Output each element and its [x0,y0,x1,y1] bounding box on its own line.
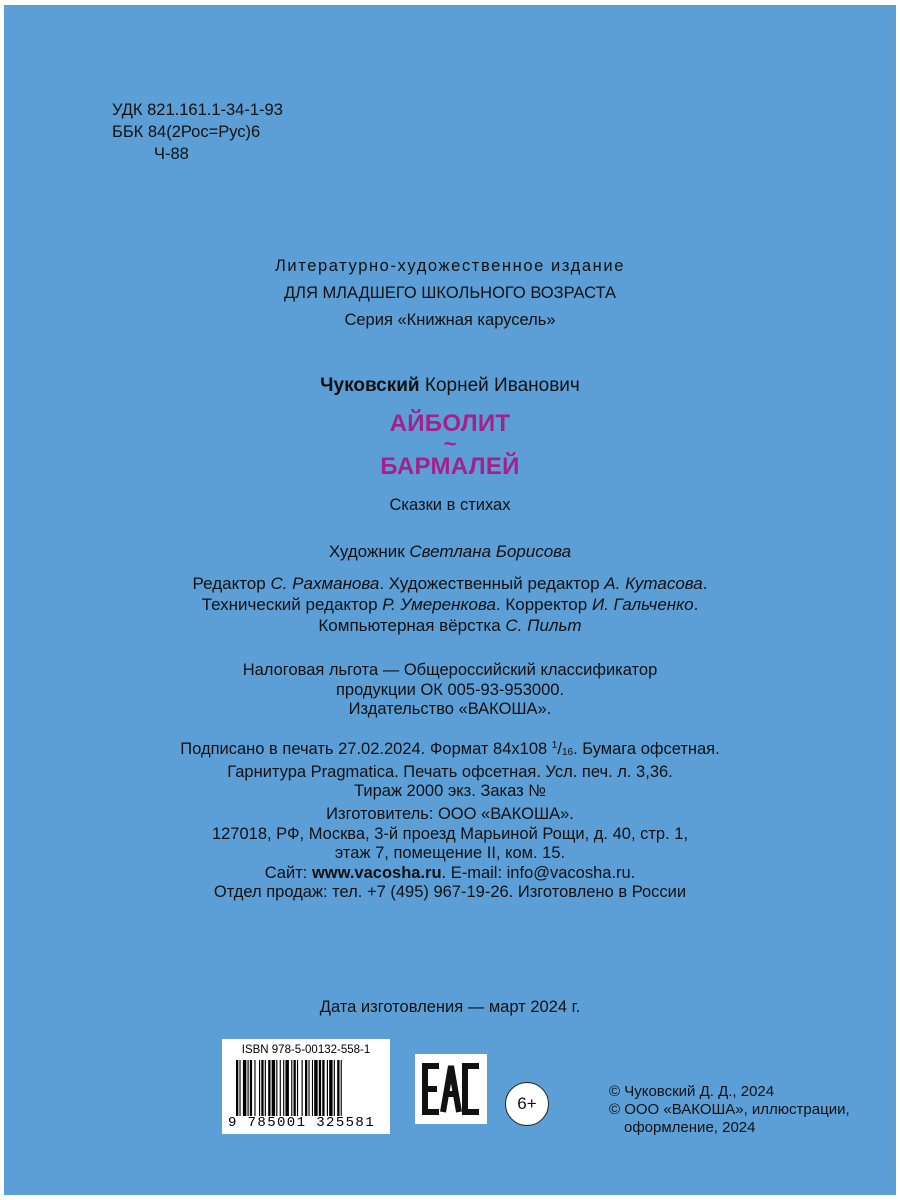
series-name: Серия «Книжная карусель» [344,311,556,329]
maker-contacts [4,864,896,884]
title-1: АЙБОЛИТ [389,410,511,437]
corrector-role: . Корректор [495,595,588,614]
editor-name: С. Рахманова [270,574,380,593]
title-2: БАРМАЛЕЙ [380,453,520,480]
barcode-bar [314,1060,317,1116]
barcode-bar [308,1060,309,1116]
tech-editor-role: Технический редактор [201,595,378,614]
corrector-name: И. Гальченко [591,595,694,614]
edition-type: Литературно-художественное издание [275,257,625,275]
print-line-1-b: . Бумага офсетная. [573,740,720,758]
barcode-bar [243,1060,246,1116]
artist-credit [4,541,896,562]
site-label: Сайт: [264,863,308,882]
barcode-bar [276,1060,277,1116]
barcode-bars [236,1060,382,1116]
barcode-bar [329,1060,332,1116]
author-mark: Ч-88 [154,145,189,163]
barcode-bar [337,1060,339,1116]
production-date: Дата изготовления — март 2024 г. [319,998,581,1016]
layout-name: С. Пильт [505,616,582,635]
bbk-code: ББК 84(2Рос=Рус)6 [112,123,261,141]
print-block [4,736,896,802]
sales-line: Отдел продаж: тел. +7 (495) 967-19-26. Изготовлено в России [213,883,687,901]
barcode-bar [302,1060,303,1116]
print-line-1: Подписано в печать 27.02.2024. Формат 84х108 $^1$/16. Бумага офсетная. [180,740,720,758]
editor-role: Редактор [192,574,266,593]
maker-line-3: этаж 7, помещение II, ком. 15. [334,844,566,862]
tech-editor-name: Р. Умеренкова [382,595,496,614]
barcode [222,1039,390,1134]
barcode-bar [283,1060,284,1116]
artist-name: Светлана Борисова [409,542,572,561]
copyright-line-1: © Чуковский Д. Д., 2024 [609,1083,775,1100]
age-group: ДЛЯ МЛАДШЕГО ШКОЛЬНОГО ВОЗРАСТА [283,284,617,302]
barcode-bar [250,1060,252,1116]
tax-block [4,661,896,720]
maker-line-1: Изготовитель: ООО «ВАКОША». [326,805,574,823]
print-line-1-a: Подписано в печать 27.02.2024. Формат 84х108 [180,740,548,758]
eac-mark-icon [415,1054,487,1124]
layout-role: Компьютерная вёрстка [318,616,501,635]
editors-line-1: Редактор С. Рахманова. Художественный редактор А. Кутасова. [192,574,708,593]
barcode-bar [312,1060,313,1116]
art-editor-name: А. Кутасова [604,574,703,593]
barcode-bar [285,1060,288,1116]
barcode-bar [319,1060,321,1116]
email-text: . E-mail: info@vacosha.ru. [441,863,636,882]
title-separator: ~ [443,431,457,456]
barcode-bar [297,1060,298,1116]
barcode-bar [280,1060,281,1116]
barcode-bar [236,1060,238,1116]
barcode-bar [259,1060,260,1116]
barcode-bar [305,1060,307,1116]
imprint-page [4,5,896,1195]
maker-line-2: 127018, РФ, Москва, 3-й проезд Марьиной Рощи, д. 40, стр. 1, [211,824,689,843]
copyright-line-2: © ООО «ВАКОША», иллюстрации, [609,1101,850,1118]
tax-line-2: продукции ОК 005-93-953000. [335,680,565,699]
barcode-digits: 9 785001 325581 [228,1115,376,1131]
copyright-block [609,1083,850,1137]
barcode-bar [261,1060,263,1116]
format-fraction-den: 16 [561,747,574,758]
artist-role: Художник [328,542,405,561]
copyright-line-3: оформление, 2024 [624,1119,756,1136]
barcode-bar [268,1060,270,1116]
author-line [4,375,896,397]
editors-line-2: Технический редактор Р. Умеренкова. Корректор И. Гальченко. [201,595,699,614]
classification-codes [112,99,283,165]
barcode-bar [248,1060,249,1116]
genre: Сказки в стихах [389,496,511,514]
isbn-label: ISBN 978-5-00132-558-1 [241,1044,371,1056]
manufacturer-block [4,805,896,903]
barcode-bar [341,1060,342,1116]
barcode-bar [272,1060,275,1116]
site-link[interactable]: www.vacosha.ru [311,863,442,882]
author-surname: Чуковский [320,375,420,396]
barcode-bar [265,1060,266,1116]
age-rating-badge: 6+ [505,1082,549,1126]
barcode-bar [322,1060,324,1116]
art-editor-role: . Художественный редактор [379,574,600,593]
author-name: Корней Иванович [424,375,580,396]
barcode-bar [334,1060,335,1116]
tax-line-3: Издательство «ВАКОША». [348,700,552,718]
print-line-3: Тираж 2000 экз. Заказ № [354,782,546,800]
editors-line-3 [4,615,896,636]
editors-block [4,573,896,636]
udk-code: УДК 821.161.1-34-1-93 [112,101,283,119]
eac-logo-icon [415,1054,487,1124]
tax-line-1: Налоговая льгота — Общероссийский классификатор [242,661,658,679]
print-line-2: Гарнитура Pragmatica. Печать офсетная. Усл. печ. л. 3,36. [227,762,673,781]
barcode-bar [327,1060,328,1116]
format-fraction-num: 1 [551,740,558,751]
barcode-bar [291,1060,292,1116]
barcode-bar [254,1060,255,1116]
barcode-bar [294,1060,296,1116]
barcode-bar [239,1060,240,1116]
